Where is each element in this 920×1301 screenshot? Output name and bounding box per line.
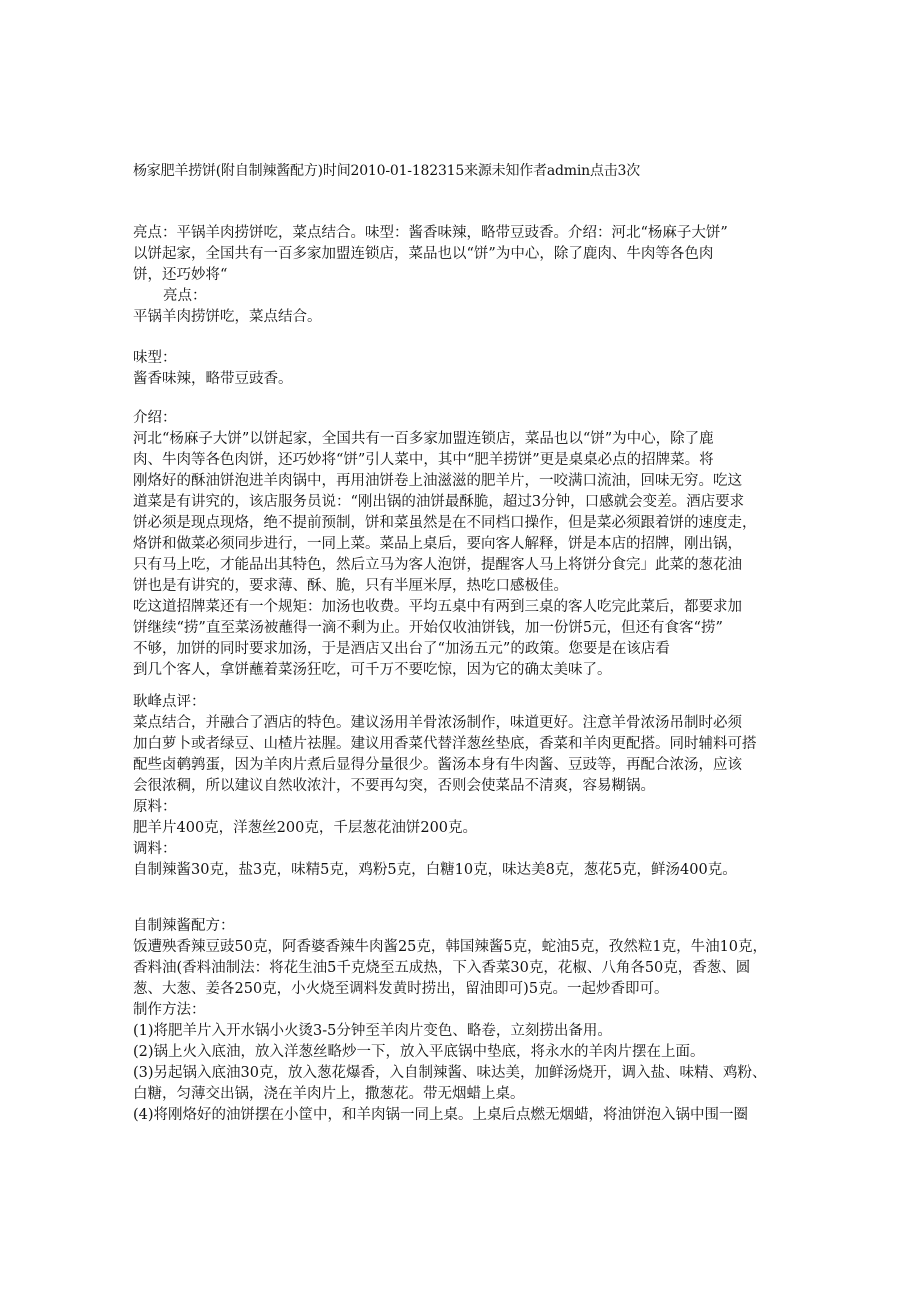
ingredients-label: 原料： [133, 799, 177, 815]
seasoning-label: 调料： [133, 841, 177, 857]
intro-line: 到几个客人，拿饼蘸着菜汤狂吃，可千万不要吃惊，因为它的确太美味了。 [133, 662, 612, 678]
summary-line: 饼，还巧妙将“ [133, 267, 228, 283]
method-step: (3)另起锅入底油30克，放入葱花爆香，入自制辣酱、味达美，加鲜汤烧开，调入盐、味精、鸡粉、 [133, 1065, 767, 1081]
summary-line: 亮点：平锅羊肉捞饼吃，菜点结合。味型：酱香味辣，略带豆豉香。介绍：河北“杨麻子大饼” [133, 225, 728, 241]
sauce-recipe-line: 葱、大葱、姜各250克，小火烧至调料发黄时捞出，留油即可)5克。一起炒香即可。 [133, 981, 669, 997]
intro-line: 道菜是有讲究的，该店服务员说：“刚出锅的油饼最酥脆，超过3分钟，口感就会变差。酒店要求 [133, 494, 745, 510]
review-line: 加白萝卜或者绿豆、山楂片祛腥。建议用香菜代替洋葱丝垫底，香菜和羊肉更配搭。同时辅料可搭 [133, 736, 757, 752]
review-label: 耿峰点评： [133, 694, 206, 710]
intro-line: 饼也是有讲究的，要求薄、酥、脆，只有半厘米厚，热吃口感极佳。 [133, 578, 568, 594]
intro-line: 肉、牛肉等各色肉饼，还巧妙将“饼”引人菜中，其中“肥羊捞饼”更是桌桌必点的招牌菜。将 [133, 452, 714, 468]
summary-line: 以饼起家，全国共有一百多家加盟连锁店，菜品也以“饼”为中心，除了鹿肉、牛肉等各色肉 [133, 246, 714, 262]
article-title: 杨家肥羊捞饼(附自制辣酱配方)时间2010-01-182315来源未知作者admin点击3次 [133, 163, 641, 179]
sauce-recipe-label: 自制辣酱配方： [133, 918, 235, 934]
flavor-section [133, 348, 803, 390]
flavor-text: 酱香味辣，略带豆豉香。 [133, 371, 293, 387]
method-step: (2)锅上火入底油，放入洋葱丝略炒一下，放入平底锅中垫底，将永水的羊肉片摆在上面。 [133, 1044, 705, 1060]
intro-line: 饼继续“捞”直至菜汤被蘸得一滴不剩为止。开始仅收油饼钱，加一份饼5元，但还有食客“捞” [133, 620, 723, 636]
summary-section [133, 223, 803, 328]
method-label: 制作方法： [133, 1002, 206, 1018]
highlight-text: 平锅羊肉捞饼吃，菜点结合。 [133, 309, 322, 325]
method-step: (4)将刚烙好的油饼摆在小筐中，和羊肉锅一同上桌。上桌后点燃无烟蜡，将油饼泡入锅中围一圈 [133, 1107, 749, 1123]
seasoning-text: 自制辣酱30克，盐3克，味精5克，鸡粉5克，白糖10克，味达美8克，葱花5克，鲜汤400克。 [133, 862, 737, 878]
intro-line: 烙饼和做菜必须同步进行，一同上菜。菜品上桌后，要向客人解释，饼是本店的招牌，刚出锅， [133, 536, 742, 552]
intro-line: 只有马上吃，才能品出其特色，然后立马为客人泡饼，提醒客人马上将饼分食完」此菜的葱花油 [133, 557, 742, 573]
review-line: 菜点结合，并融合了酒店的特色。建议汤用羊骨浓汤制作，味道更好。注意羊骨浓汤吊制时必须 [133, 715, 742, 731]
intro-line: 不够，加饼的同时要求加汤，于是酒店又出台了“加汤五元”的政策。您要是在该店看 [133, 641, 670, 657]
intro-line: 饼必须是现点现烙，绝不提前预制，饼和菜虽然是在不同档口操作，但是菜必须跟着饼的速度走， [133, 515, 757, 531]
review-line: 配些卤鹌鹑蛋，因为羊肉片煮后显得分量很少。酱汤本身有牛肉酱、豆豉等，再配合浓汤，应该 [133, 757, 742, 773]
review-line: 会很浓稠，所以建议自然收浓汁，不要再勾突，否则会使菜品不清爽，容易糊锅。 [133, 778, 655, 794]
intro-label: 介绍： [133, 410, 177, 426]
review-section [133, 692, 803, 881]
sauce-recipe-section [133, 916, 803, 1126]
intro-line: 刚烙好的酥油饼泡进羊肉锅中，再用油饼卷上油滋滋的肥羊片，一咬满口流油，回味无穷。吃这 [133, 473, 742, 489]
method-step: (1)将肥羊片入开水锅小火烫3-5分钟至羊肉片变色、略卷，立刻捞出备用。 [133, 1023, 612, 1039]
intro-line: 吃这道招牌菜还有一个规矩：加汤也收费。平均五桌中有两到三桌的客人吃完此菜后，都要求加 [133, 599, 742, 615]
method-step: 白糖，匀薄交出锅，浇在羊肉片上，撒葱花。带无烟蜡上桌。 [133, 1086, 525, 1102]
sauce-recipe-line: 香料油(香料油制法：将花生油5千克烧至五成热，下入香菜30克，花椒、八角各50克，香葱、圆 [133, 960, 751, 976]
intro-section [133, 408, 803, 681]
flavor-label: 味型： [133, 350, 177, 366]
sauce-recipe-line: 饭遭殃香辣豆豉50克，阿香婆香辣牛肉酱25克，韩国辣酱5克，蛇油5克，孜然粒1克，牛油10克， [133, 939, 768, 955]
highlight-label: 亮点： [163, 288, 207, 304]
intro-line: 河北“杨麻子大饼”以饼起家，全国共有一百多家加盟连锁店，菜品也以“饼”为中心，除了鹿 [133, 431, 714, 447]
ingredients-text: 肥羊片400克，洋葱丝200克，千层葱花油饼200克。 [133, 820, 478, 836]
